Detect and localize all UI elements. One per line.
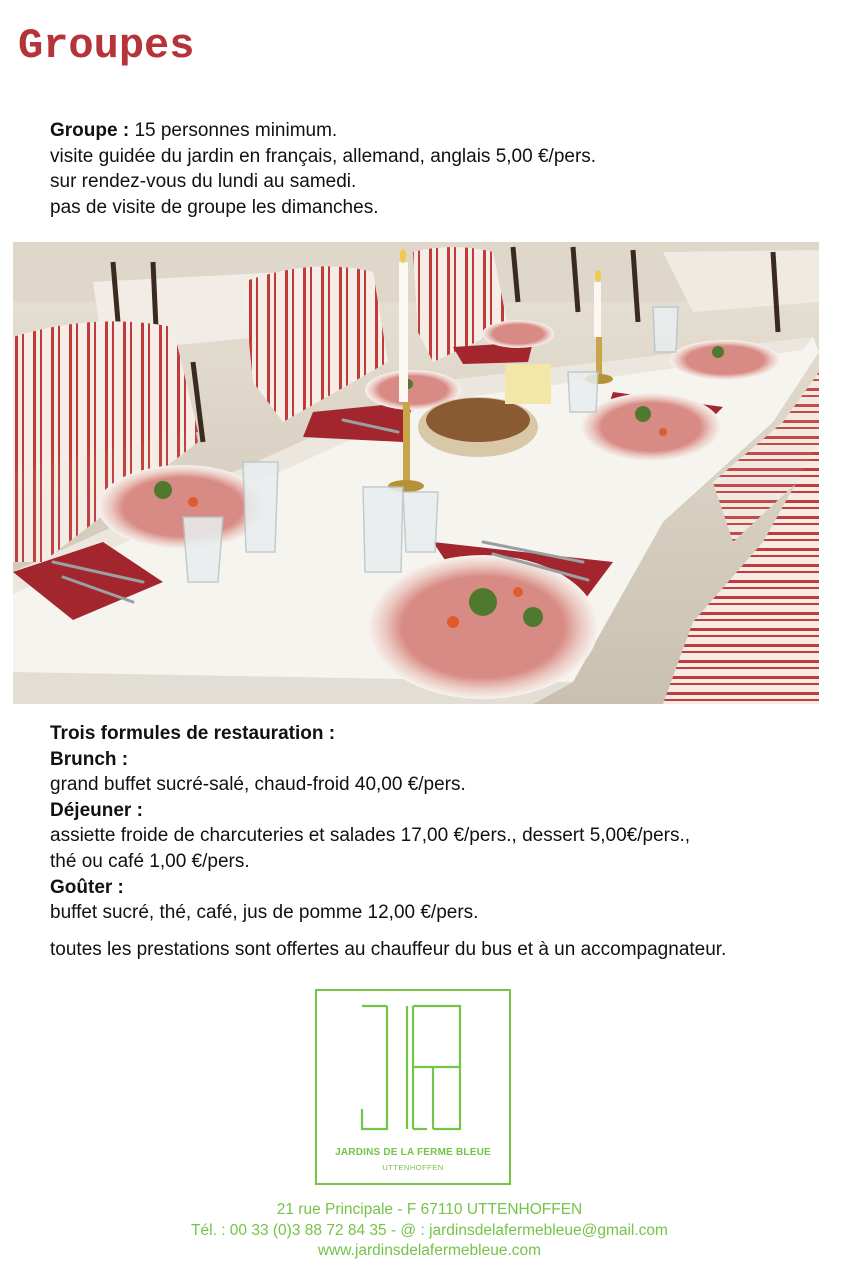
group-info	[50, 118, 596, 220]
contact-footer	[0, 1200, 859, 1262]
footer-address: 21 rue Principale - F 67110 UTTENHOFFEN	[276, 1201, 583, 1218]
bus-driver-note: toutes les prestations sont offertes au chauffeur du bus et à un accompagnateur.	[50, 938, 727, 960]
table-setting-photo	[13, 242, 819, 704]
sunday-line: pas de visite de groupe les dimanches.	[50, 196, 379, 218]
group-min-text: 15 personnes minimum.	[129, 120, 338, 141]
appointment-line: sur rendez-vous du lundi au samedi.	[50, 171, 357, 192]
lunch-text-2: thé ou café 1,00 €/pers.	[50, 850, 250, 872]
footer-website-link[interactable]: www.jardinsdelafermebleue.com	[317, 1242, 542, 1259]
group-min-line	[50, 118, 596, 144]
page-title: Groupes	[18, 22, 195, 70]
lunch-label: Déjeuner :	[50, 799, 143, 821]
brand-logo	[315, 989, 511, 1185]
logo-town: UTTENHOFFEN	[382, 1163, 444, 1172]
lunch-text-1: assiette froide de charcuteries et salades 17,00 €/pers., dessert 5,00€/pers.,	[50, 825, 691, 847]
brunch-label: Brunch :	[50, 748, 129, 770]
footer-contact[interactable]: Tél. : 00 33 (0)3 88 72 84 35 - @ : jardinsdelafermebleue@gmail.com	[191, 1221, 668, 1239]
snack-label: Goûter :	[50, 876, 124, 898]
catering-section	[50, 721, 726, 962]
snack-text: buffet sucré, thé, café, jus de pomme 12,00 €/pers.	[50, 902, 479, 924]
monogram-logo-icon	[317, 991, 509, 1141]
logo-name: JARDINS DE LA FERME BLEUE	[335, 1147, 491, 1158]
catering-heading: Trois formules de restauration :	[50, 723, 336, 744]
guided-visit-line: visite guidée du jardin en français, allemand, anglais 5,00 €/pers.	[50, 145, 597, 167]
group-label: Groupe :	[50, 120, 130, 141]
brunch-text: grand buffet sucré-salé, chaud-froid 40,00 €/pers.	[50, 774, 466, 796]
